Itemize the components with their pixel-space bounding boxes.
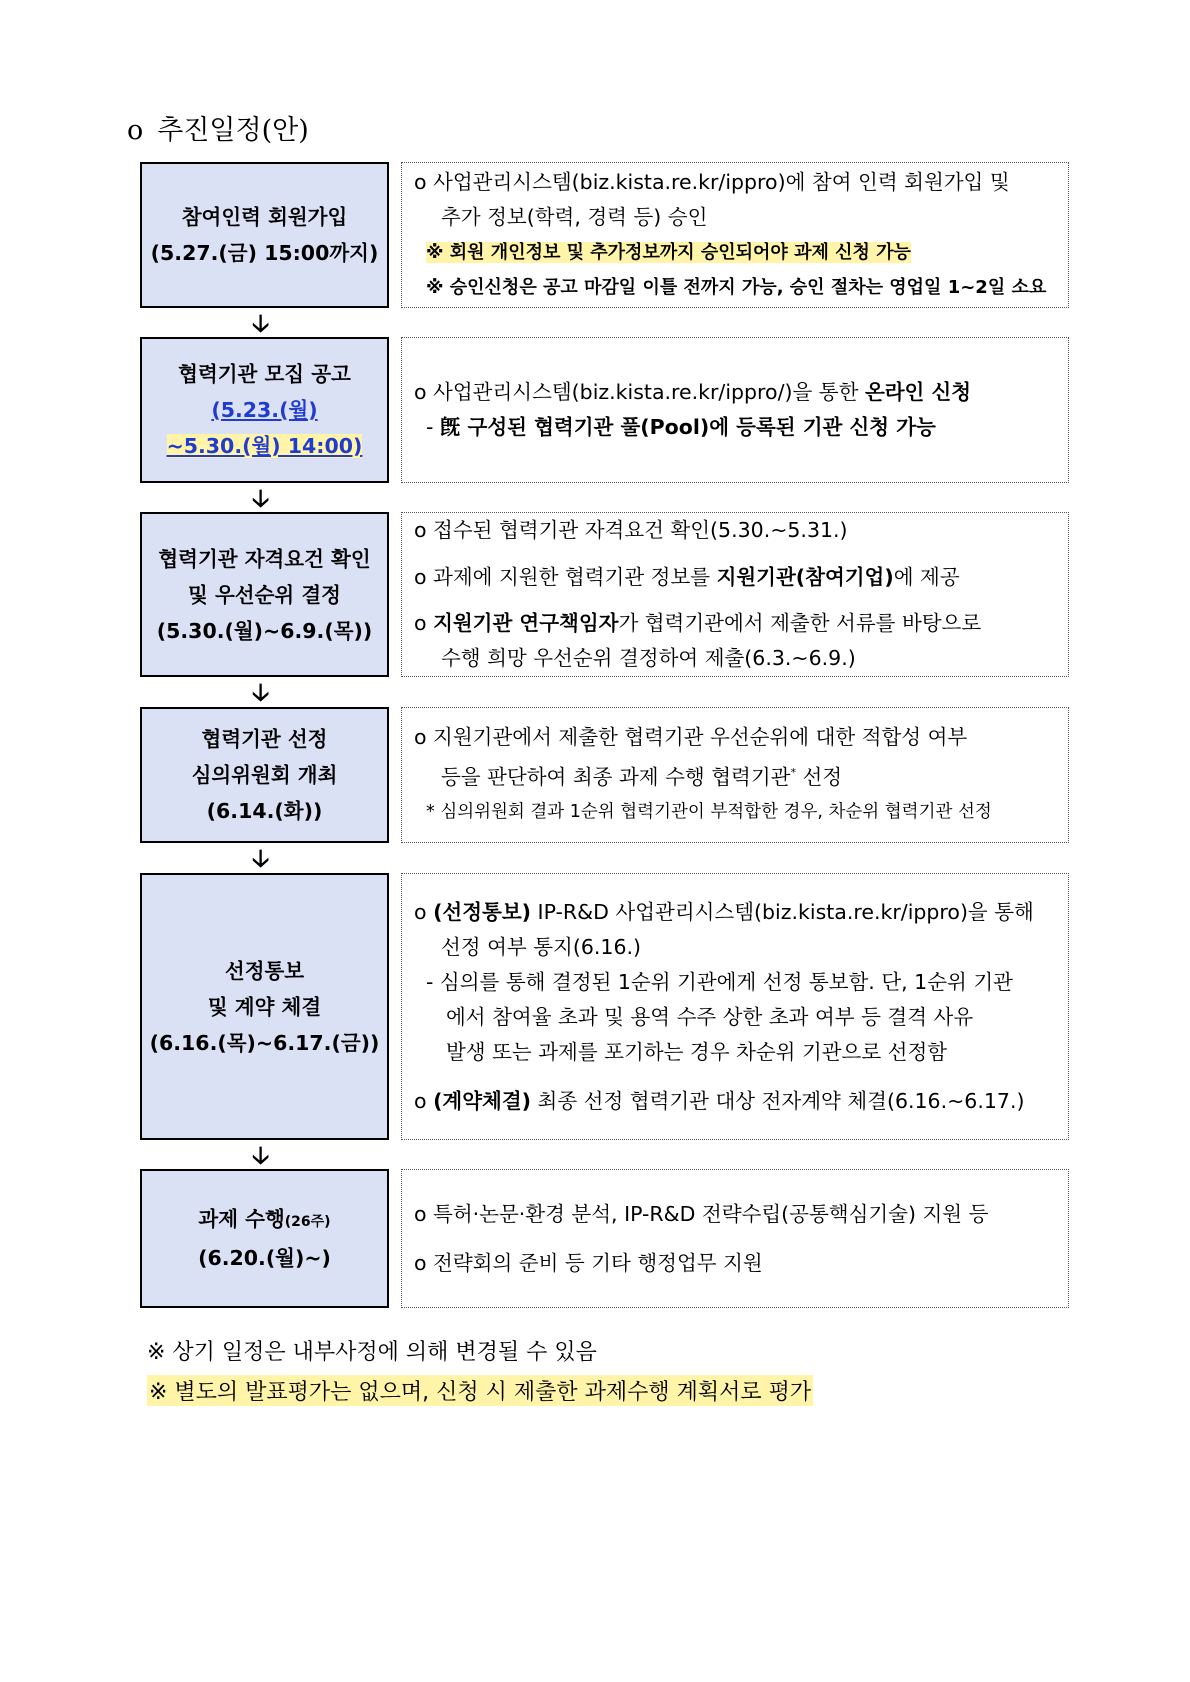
step-5-date: (6.16.(목)~6.17.(금))	[149, 1030, 380, 1055]
heading-bullet: o	[127, 115, 144, 146]
step-6-title	[198, 1201, 330, 1240]
step-5-detail-line-1-post: IP-R&D 사업관리시스템(biz.kista.re.kr/ippro)을 통해	[531, 899, 1034, 924]
down-arrow-icon: 🡣	[252, 844, 270, 872]
step-3-title-line-1: 협력기관 자격요건 확인	[158, 546, 371, 571]
step-3-detail-line-2-text: o 과제에 지원한 협력기관 정보를	[414, 564, 717, 589]
step-5-title-line-1: 선정통보	[224, 958, 305, 983]
step-2-detail-line-2-dash: -	[426, 415, 440, 439]
step-3-detail-line-3-post: 가 협력기관에서 제출한 서류를 바탕으로	[618, 611, 982, 635]
step-4-detail-line-2-sup: *	[790, 766, 796, 780]
step-5-detail-line-1-bold: (선정통보)	[433, 899, 532, 924]
down-arrow-icon: 🡣	[252, 1141, 270, 1169]
step-3-detail-line-3-bullet: o	[414, 611, 434, 635]
step-4-detail-line-2-text: 등을 판단하여 최종 과제 수행 협력기관	[441, 764, 791, 789]
step-3-date: (5.30.(월)~6.9.(목))	[156, 618, 373, 643]
step-1-detail-line-4: ※ 승인신청은 공고 마감일 이틀 전까지 가능, 승인 절차는 영업일 1~2일 소요	[426, 277, 1047, 298]
step-6-detail-line-2: o 전략회의 준비 등 기타 행정업무 지원	[414, 1250, 763, 1275]
step-6-title-text: 과제 수행	[198, 1207, 285, 1231]
step-5-detail-line-2: 선정 여부 통지(6.16.)	[441, 934, 642, 959]
step-5-detail-line-5: 발생 또는 과제를 포기하는 경우 차순위 기관으로 선정함	[446, 1039, 948, 1064]
step-1-detail-box	[401, 162, 1069, 308]
step-2-date-end: ~5.30.(월) 14:00)	[166, 434, 363, 458]
step-5-detail-line-4: 에서 참여율 초과 및 용역 수주 상한 초과 여부 등 결격 사유	[446, 1004, 974, 1029]
step-6-detail-line-1: o 특허·논문·환경 분석, IP-R&D 전략수립(공통핵심기술) 지원 등	[414, 1201, 989, 1226]
step-2-detail-box	[401, 337, 1069, 483]
step-6-title-duration: (26주)	[284, 1214, 331, 1230]
step-5-detail-line-1	[414, 895, 1064, 930]
step-4-detail-line-1: o 지원기관에서 제출한 협력기관 우선순위에 대한 적합성 여부	[414, 725, 968, 750]
step-4-detail-line-3: * 심의위원회 결과 1순위 협력기관이 부적합한 경우, 차순위 협력기관 선정	[426, 801, 992, 822]
step-6-detail-box	[401, 1169, 1069, 1308]
note-schedule-change: ※ 상기 일정은 내부사정에 의해 변경될 수 있음	[147, 1340, 597, 1365]
step-3-detail-box	[401, 512, 1069, 677]
step-3-detail-line-2-post: 에 제공	[893, 564, 960, 589]
step-6-label-box	[140, 1169, 389, 1308]
step-2-title: 협력기관 모집 공고	[178, 362, 351, 386]
step-1-label-box	[140, 162, 389, 308]
step-4-detail-line-2	[414, 755, 1064, 795]
step-2-detail-line-2	[414, 410, 1064, 445]
step-2-label-box	[140, 337, 389, 483]
step-2-detail-line-2-bold: 旣 구성된 협력기관 풀(Pool)에 등록된 기관 신청 가능	[439, 415, 936, 439]
step-3-detail-line-2	[414, 560, 1064, 595]
step-5-detail-line-6-bold: (계약체결)	[433, 1088, 532, 1113]
down-arrow-icon: 🡣	[252, 678, 270, 706]
step-5-detail-line-6-post: 최종 선정 협력기관 대상 전자계약 체결(6.16.~6.17.)	[531, 1088, 1025, 1113]
down-arrow-icon: 🡣	[252, 309, 270, 337]
step-1-detail-line-3: ※ 회원 개인정보 및 추가정보까지 승인되어야 과제 신청 가능	[426, 242, 911, 263]
step-3-detail-line-2-bold: 지원기관(참여기업)	[716, 564, 894, 589]
step-5-title-line-2: 및 계약 체결	[207, 994, 322, 1019]
step-2-detail-line-1-text: o 사업관리시스템(biz.kista.re.kr/ippro/)을 통한	[414, 380, 865, 404]
step-1-detail-line-2: 추가 정보(학력, 경력 등) 승인	[441, 205, 708, 229]
step-5-detail-line-6-bullet: o	[414, 1088, 434, 1113]
step-5-label-box	[140, 873, 389, 1140]
step-5-detail-line-3: - 심의를 통해 결정된 1순위 기관에게 선정 통보함. 단, 1순위 기관	[426, 969, 1013, 994]
step-4-title-line-1: 협력기관 선정	[201, 727, 328, 751]
down-arrow-icon: 🡣	[252, 484, 270, 512]
step-5-detail-line-6	[414, 1084, 1064, 1119]
step-5-detail-line-1-bullet: o	[414, 899, 434, 924]
step-2-detail-line-1-bold: 온라인 신청	[864, 380, 972, 404]
step-1-date: (5.27.(금) 15:00까지)	[150, 241, 379, 265]
step-5-detail-box	[401, 873, 1069, 1140]
step-4-detail-box	[401, 707, 1069, 843]
step-2-detail-line-1	[414, 375, 1064, 410]
step-6-date: (6.20.(월)~)	[198, 1246, 331, 1270]
step-3-title-line-2: 및 우선순위 결정	[188, 582, 341, 607]
step-4-title-line-2: 심의위원회 개최	[191, 763, 338, 787]
step-3-label-box	[140, 512, 389, 677]
step-3-detail-line-3-bold: 지원기관 연구책임자	[433, 611, 619, 635]
section-heading	[127, 108, 309, 147]
step-4-detail-line-2-post: 선정	[795, 764, 843, 789]
step-3-detail-line-4: 수행 희망 우선순위 결정하여 제출(6.3.~6.9.)	[441, 646, 856, 670]
step-4-date: (6.14.(화))	[206, 799, 323, 823]
note-evaluation: ※ 별도의 발표평가는 없으며, 신청 시 제출한 과제수행 계획서로 평가	[147, 1375, 813, 1406]
step-1-detail-line-1: o 사업관리시스템(biz.kista.re.kr/ippro)에 참여 인력 회원가입 및	[414, 170, 1010, 194]
step-4-label-box	[140, 707, 389, 843]
step-2-date-start: (5.23.(월)	[211, 398, 318, 422]
step-1-title: 참여인력 회원가입	[181, 205, 348, 229]
heading-text: 추진일정(안)	[157, 115, 309, 146]
step-3-detail-line-3	[414, 606, 1064, 641]
step-3-detail-line-1: o 접수된 협력기관 자격요건 확인(5.30.~5.31.)	[414, 518, 848, 542]
